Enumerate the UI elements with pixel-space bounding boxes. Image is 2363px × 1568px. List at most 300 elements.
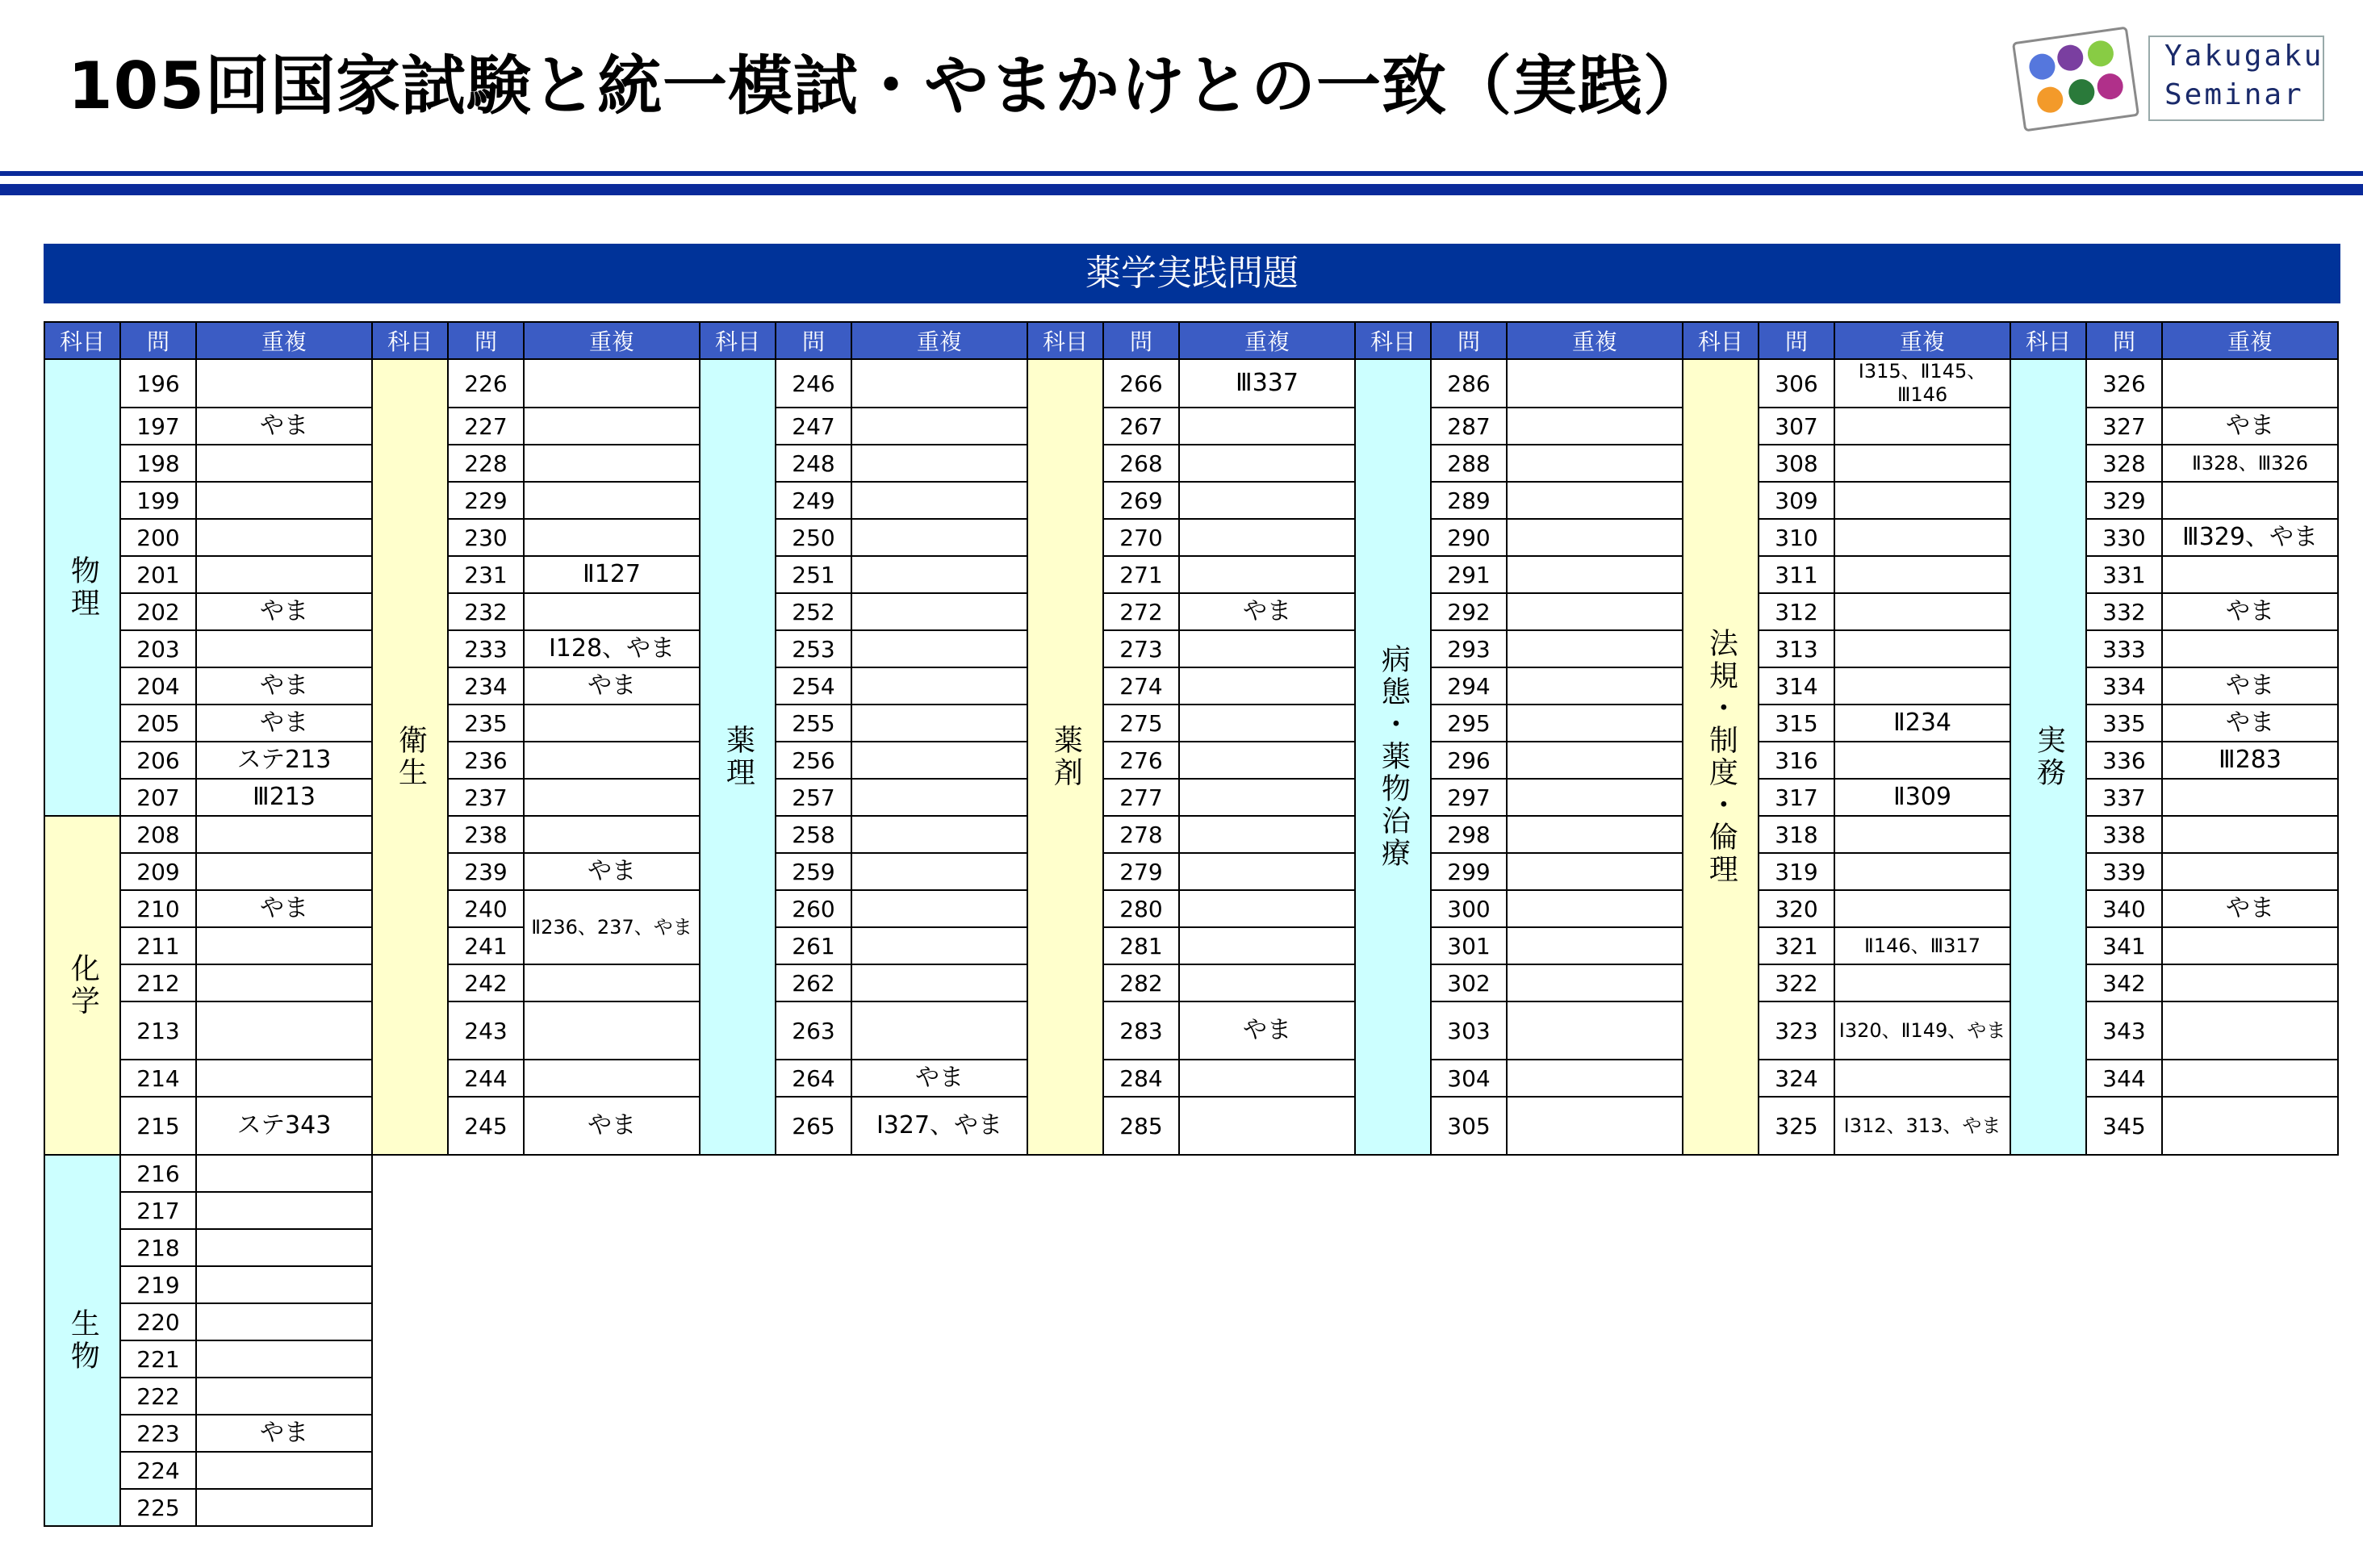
question-number: 292 — [1430, 592, 1508, 631]
duplicate-cell — [523, 358, 701, 408]
subject-cell: 生物 — [44, 1154, 121, 1527]
duplicate-cell: やま — [195, 889, 373, 928]
duplicate-cell — [1834, 407, 2011, 445]
duplicate-cell — [851, 889, 1028, 928]
question-number: 219 — [119, 1265, 197, 1304]
header-question: 問 — [2085, 321, 2163, 360]
question-number: 223 — [119, 1414, 197, 1453]
question-number: 280 — [1102, 889, 1180, 928]
duplicate-cell: Ⅲ337 — [1178, 358, 1356, 408]
question-number: 272 — [1102, 592, 1180, 631]
duplicate-cell — [851, 358, 1028, 408]
question-number: 206 — [119, 741, 197, 780]
question-number: 344 — [2085, 1059, 2163, 1098]
duplicate-cell: Ⅱ146、Ⅲ317 — [1834, 926, 2011, 965]
question-number: 305 — [1430, 1096, 1508, 1156]
duplicate-cell — [195, 444, 373, 483]
duplicate-cell: Ⅱ127 — [523, 555, 701, 594]
duplicate-cell: やま — [2161, 592, 2339, 631]
question-number: 197 — [119, 407, 197, 445]
duplicate-cell — [2161, 1001, 2339, 1060]
duplicate-cell — [195, 629, 373, 668]
duplicate-cell: Ⅰ312、313、やま — [1834, 1096, 2011, 1156]
question-number: 225 — [119, 1488, 197, 1527]
duplicate-cell — [1178, 741, 1356, 780]
question-number: 271 — [1102, 555, 1180, 594]
duplicate-cell — [195, 1377, 373, 1415]
duplicate-cell — [1834, 815, 2011, 854]
question-number: 242 — [447, 964, 525, 1002]
header-subject: 科目 — [699, 321, 776, 360]
question-number: 235 — [447, 704, 525, 742]
duplicate-cell — [195, 1001, 373, 1060]
duplicate-cell — [1506, 926, 1683, 965]
duplicate-cell: やま — [851, 1059, 1028, 1098]
question-number: 324 — [1758, 1059, 1835, 1098]
question-number: 281 — [1102, 926, 1180, 965]
subject-cell: 化学 — [44, 815, 121, 1156]
duplicate-cell — [1506, 518, 1683, 557]
question-number: 220 — [119, 1302, 197, 1341]
duplicate-cell — [195, 1154, 373, 1193]
duplicate-cell — [195, 1265, 373, 1304]
subject-cell: 実務 — [2010, 358, 2087, 1156]
question-number: 326 — [2085, 358, 2163, 408]
duplicate-cell — [2161, 778, 2339, 817]
duplicate-cell — [195, 964, 373, 1002]
duplicate-cell: やま — [2161, 407, 2339, 445]
question-number: 302 — [1430, 964, 1508, 1002]
duplicate-cell — [2161, 629, 2339, 668]
duplicate-cell — [851, 667, 1028, 705]
question-number: 278 — [1102, 815, 1180, 854]
duplicate-cell — [1178, 778, 1356, 817]
duplicate-cell — [1178, 481, 1356, 520]
subject-cell: 薬剤 — [1027, 358, 1104, 1156]
duplicate-cell — [1834, 592, 2011, 631]
duplicate-cell — [1178, 889, 1356, 928]
header-duplicate: 重複 — [1834, 321, 2011, 360]
question-number: 263 — [775, 1001, 852, 1060]
question-number: 339 — [2085, 852, 2163, 891]
duplicate-cell — [1834, 741, 2011, 780]
question-number: 254 — [775, 667, 852, 705]
duplicate-cell — [1834, 629, 2011, 668]
question-number: 311 — [1758, 555, 1835, 594]
duplicate-cell — [1178, 1096, 1356, 1156]
question-number: 316 — [1758, 741, 1835, 780]
question-number: 285 — [1102, 1096, 1180, 1156]
question-number: 250 — [775, 518, 852, 557]
duplicate-cell — [1506, 358, 1683, 408]
duplicate-cell — [2161, 1096, 2339, 1156]
question-number: 294 — [1430, 667, 1508, 705]
question-number: 296 — [1430, 741, 1508, 780]
duplicate-cell — [523, 481, 701, 520]
duplicate-cell — [1178, 555, 1356, 594]
question-number: 230 — [447, 518, 525, 557]
duplicate-cell — [523, 1059, 701, 1098]
logo-line-1: Yakugaku — [2164, 40, 2324, 73]
question-number: 267 — [1102, 407, 1180, 445]
question-number: 249 — [775, 481, 852, 520]
duplicate-cell — [195, 926, 373, 965]
question-number: 261 — [775, 926, 852, 965]
duplicate-cell — [2161, 1059, 2339, 1098]
question-number: 317 — [1758, 778, 1835, 817]
duplicate-cell: Ⅰ128、やま — [523, 629, 701, 668]
question-number: 248 — [775, 444, 852, 483]
duplicate-cell — [1506, 407, 1683, 445]
duplicate-cell: やま — [523, 1096, 701, 1156]
question-number: 283 — [1102, 1001, 1180, 1060]
duplicate-cell — [851, 629, 1028, 668]
duplicate-cell — [1506, 889, 1683, 928]
duplicate-cell — [523, 592, 701, 631]
duplicate-cell — [1178, 629, 1356, 668]
question-number: 333 — [2085, 629, 2163, 668]
duplicate-cell — [1178, 704, 1356, 742]
duplicate-cell: Ⅲ213 — [195, 778, 373, 817]
duplicate-cell — [1506, 1096, 1683, 1156]
question-number: 299 — [1430, 852, 1508, 891]
question-number: 214 — [119, 1059, 197, 1098]
duplicate-cell — [1834, 852, 2011, 891]
question-number: 227 — [447, 407, 525, 445]
question-number: 336 — [2085, 741, 2163, 780]
question-number: 310 — [1758, 518, 1835, 557]
question-number: 221 — [119, 1340, 197, 1378]
duplicate-cell — [1506, 667, 1683, 705]
question-number: 209 — [119, 852, 197, 891]
question-number: 345 — [2085, 1096, 2163, 1156]
question-number: 304 — [1430, 1059, 1508, 1098]
duplicate-cell: やま — [2161, 704, 2339, 742]
question-number: 274 — [1102, 667, 1180, 705]
question-number: 341 — [2085, 926, 2163, 965]
duplicate-cell: Ⅰ320、Ⅱ149、やま — [1834, 1001, 2011, 1060]
section-banner: 薬学実践問題 — [44, 244, 2340, 303]
question-number: 262 — [775, 964, 852, 1002]
question-number: 309 — [1758, 481, 1835, 520]
header-question: 問 — [119, 321, 197, 360]
question-number: 307 — [1758, 407, 1835, 445]
question-number: 256 — [775, 741, 852, 780]
duplicate-cell — [523, 407, 701, 445]
question-number: 343 — [2085, 1001, 2163, 1060]
duplicate-cell — [1178, 852, 1356, 891]
subject-cell: 物理 — [44, 358, 121, 817]
question-number: 303 — [1430, 1001, 1508, 1060]
duplicate-cell — [851, 481, 1028, 520]
duplicate-cell: やま — [2161, 889, 2339, 928]
question-number: 232 — [447, 592, 525, 631]
duplicate-cell — [195, 518, 373, 557]
duplicate-cell: やま — [2161, 667, 2339, 705]
question-number: 210 — [119, 889, 197, 928]
question-number: 208 — [119, 815, 197, 854]
duplicate-cell — [851, 444, 1028, 483]
question-number: 258 — [775, 815, 852, 854]
duplicate-cell: やま — [195, 1414, 373, 1453]
duplicate-cell — [195, 1488, 373, 1527]
duplicate-cell — [851, 407, 1028, 445]
duplicate-cell — [851, 926, 1028, 965]
duplicate-cell — [523, 518, 701, 557]
duplicate-cell — [523, 778, 701, 817]
question-number: 329 — [2085, 481, 2163, 520]
duplicate-cell — [1178, 444, 1356, 483]
duplicate-cell — [195, 1228, 373, 1267]
duplicate-cell — [523, 444, 701, 483]
duplicate-cell — [523, 704, 701, 742]
question-number: 328 — [2085, 444, 2163, 483]
question-number: 287 — [1430, 407, 1508, 445]
question-number: 270 — [1102, 518, 1180, 557]
logo-line-2: Seminar — [2164, 78, 2304, 111]
duplicate-cell — [195, 358, 373, 408]
question-number: 213 — [119, 1001, 197, 1060]
question-number: 264 — [775, 1059, 852, 1098]
question-number: 323 — [1758, 1001, 1835, 1060]
question-number: 334 — [2085, 667, 2163, 705]
duplicate-cell — [1506, 815, 1683, 854]
question-number: 282 — [1102, 964, 1180, 1002]
question-number: 245 — [447, 1096, 525, 1156]
question-number: 229 — [447, 481, 525, 520]
question-number: 265 — [775, 1096, 852, 1156]
duplicate-cell — [1506, 964, 1683, 1002]
question-number: 200 — [119, 518, 197, 557]
question-number: 257 — [775, 778, 852, 817]
question-number: 268 — [1102, 444, 1180, 483]
question-number: 273 — [1102, 629, 1180, 668]
question-number: 306 — [1758, 358, 1835, 408]
duplicate-cell — [851, 555, 1028, 594]
header-duplicate: 重複 — [1506, 321, 1683, 360]
question-number: 244 — [447, 1059, 525, 1098]
question-number: 313 — [1758, 629, 1835, 668]
duplicate-cell: やま — [523, 852, 701, 891]
duplicate-cell — [523, 741, 701, 780]
duplicate-cell — [195, 1302, 373, 1341]
duplicate-cell — [851, 852, 1028, 891]
duplicate-cell — [195, 555, 373, 594]
question-number: 327 — [2085, 407, 2163, 445]
duplicate-cell — [851, 964, 1028, 1002]
header-subject: 科目 — [1682, 321, 1759, 360]
question-number: 288 — [1430, 444, 1508, 483]
duplicate-cell: やま — [1178, 592, 1356, 631]
question-number: 330 — [2085, 518, 2163, 557]
question-number: 204 — [119, 667, 197, 705]
question-number: 226 — [447, 358, 525, 408]
duplicate-cell — [851, 1001, 1028, 1060]
question-number: 279 — [1102, 852, 1180, 891]
question-number: 212 — [119, 964, 197, 1002]
question-number: 266 — [1102, 358, 1180, 408]
question-number: 298 — [1430, 815, 1508, 854]
question-number: 240 — [447, 889, 525, 928]
header-subject: 科目 — [371, 321, 449, 360]
duplicate-cell: ステ343 — [195, 1096, 373, 1156]
question-number: 276 — [1102, 741, 1180, 780]
question-number: 231 — [447, 555, 525, 594]
duplicate-cell: Ⅲ283 — [2161, 741, 2339, 780]
question-number: 338 — [2085, 815, 2163, 854]
page-title: 105回国家試験と統一模試・やまかけとの一致（実践） — [68, 48, 1708, 123]
header-question: 問 — [1430, 321, 1508, 360]
header-subject: 科目 — [2010, 321, 2087, 360]
question-number: 201 — [119, 555, 197, 594]
duplicate-cell: Ⅱ328、Ⅲ326 — [2161, 444, 2339, 483]
duplicate-cell — [2161, 964, 2339, 1002]
duplicate-cell — [851, 518, 1028, 557]
duplicate-cell — [1178, 964, 1356, 1002]
question-number: 277 — [1102, 778, 1180, 817]
question-number: 203 — [119, 629, 197, 668]
duplicate-cell — [1834, 1059, 2011, 1098]
question-number: 198 — [119, 444, 197, 483]
question-number: 332 — [2085, 592, 2163, 631]
duplicate-cell — [195, 1059, 373, 1098]
duplicate-cell: やま — [523, 667, 701, 705]
question-number: 289 — [1430, 481, 1508, 520]
header-subject: 科目 — [44, 321, 121, 360]
question-number: 260 — [775, 889, 852, 928]
question-number: 236 — [447, 741, 525, 780]
duplicate-cell — [1178, 518, 1356, 557]
question-number: 335 — [2085, 704, 2163, 742]
question-number: 215 — [119, 1096, 197, 1156]
question-number: 238 — [447, 815, 525, 854]
header-question: 問 — [1102, 321, 1180, 360]
question-number: 325 — [1758, 1096, 1835, 1156]
header-question: 問 — [1758, 321, 1835, 360]
duplicate-cell — [1506, 741, 1683, 780]
subject-cell: 病態・薬物治療 — [1354, 358, 1432, 1156]
duplicate-cell: やま — [1178, 1001, 1356, 1060]
question-number: 308 — [1758, 444, 1835, 483]
duplicate-cell — [195, 481, 373, 520]
question-number: 290 — [1430, 518, 1508, 557]
duplicate-cell — [1834, 444, 2011, 483]
question-number: 211 — [119, 926, 197, 965]
question-number: 247 — [775, 407, 852, 445]
header-question: 問 — [775, 321, 852, 360]
subject-cell: 衛生 — [371, 358, 449, 1156]
question-number: 239 — [447, 852, 525, 891]
duplicate-cell — [1506, 592, 1683, 631]
question-number: 259 — [775, 852, 852, 891]
duplicate-cell — [1834, 481, 2011, 520]
header-duplicate: 重複 — [195, 321, 373, 360]
duplicate-cell — [851, 815, 1028, 854]
duplicate-cell: Ⅰ315、Ⅱ145、Ⅲ146 — [1834, 358, 2011, 408]
header-subject: 科目 — [1354, 321, 1432, 360]
duplicate-cell — [1506, 555, 1683, 594]
question-number: 251 — [775, 555, 852, 594]
duplicate-cell — [851, 741, 1028, 780]
question-number: 205 — [119, 704, 197, 742]
question-number: 252 — [775, 592, 852, 631]
question-number: 318 — [1758, 815, 1835, 854]
question-number: 297 — [1430, 778, 1508, 817]
duplicate-cell — [195, 1191, 373, 1230]
question-number: 237 — [447, 778, 525, 817]
duplicate-cell — [1834, 964, 2011, 1002]
duplicate-cell — [1834, 555, 2011, 594]
duplicate-cell — [1178, 815, 1356, 854]
duplicate-cell — [1178, 926, 1356, 965]
question-number: 291 — [1430, 555, 1508, 594]
duplicate-cell — [1506, 481, 1683, 520]
header-duplicate: 重複 — [851, 321, 1028, 360]
header-duplicate: 重複 — [523, 321, 701, 360]
question-number: 246 — [775, 358, 852, 408]
header-subject: 科目 — [1027, 321, 1104, 360]
duplicate-cell — [2161, 815, 2339, 854]
question-number: 315 — [1758, 704, 1835, 742]
question-number: 331 — [2085, 555, 2163, 594]
question-number: 295 — [1430, 704, 1508, 742]
question-number: 293 — [1430, 629, 1508, 668]
duplicate-cell — [2161, 358, 2339, 408]
question-number: 241 — [447, 926, 525, 965]
duplicate-cell — [1506, 852, 1683, 891]
duplicate-cell: Ⅰ327、やま — [851, 1096, 1028, 1156]
duplicate-cell: やま — [195, 407, 373, 445]
question-number: 228 — [447, 444, 525, 483]
question-number: 196 — [119, 358, 197, 408]
duplicate-cell — [2161, 555, 2339, 594]
question-number: 322 — [1758, 964, 1835, 1002]
duplicate-cell — [1506, 629, 1683, 668]
duplicate-cell: やま — [195, 704, 373, 742]
duplicate-cell — [2161, 852, 2339, 891]
question-number: 233 — [447, 629, 525, 668]
duplicate-cell — [1506, 704, 1683, 742]
question-number: 269 — [1102, 481, 1180, 520]
duplicate-cell: Ⅱ236、237、やま — [523, 889, 701, 965]
question-number: 202 — [119, 592, 197, 631]
duplicate-cell — [523, 1001, 701, 1060]
question-number: 216 — [119, 1154, 197, 1193]
question-number: 312 — [1758, 592, 1835, 631]
question-number: 300 — [1430, 889, 1508, 928]
question-number: 255 — [775, 704, 852, 742]
question-number: 340 — [2085, 889, 2163, 928]
duplicate-cell: Ⅱ309 — [1834, 778, 2011, 817]
question-number: 337 — [2085, 778, 2163, 817]
duplicate-cell — [195, 852, 373, 891]
duplicate-cell: Ⅱ234 — [1834, 704, 2011, 742]
subject-cell: 薬理 — [699, 358, 776, 1156]
question-number: 253 — [775, 629, 852, 668]
duplicate-cell — [1178, 667, 1356, 705]
question-number: 243 — [447, 1001, 525, 1060]
duplicate-cell — [2161, 926, 2339, 965]
duplicate-cell — [195, 815, 373, 854]
question-number: 222 — [119, 1377, 197, 1415]
duplicate-cell — [195, 1340, 373, 1378]
duplicate-cell — [1834, 889, 2011, 928]
duplicate-cell — [1834, 518, 2011, 557]
question-number: 218 — [119, 1228, 197, 1267]
duplicate-cell — [1834, 667, 2011, 705]
question-number: 342 — [2085, 964, 2163, 1002]
question-number: 284 — [1102, 1059, 1180, 1098]
